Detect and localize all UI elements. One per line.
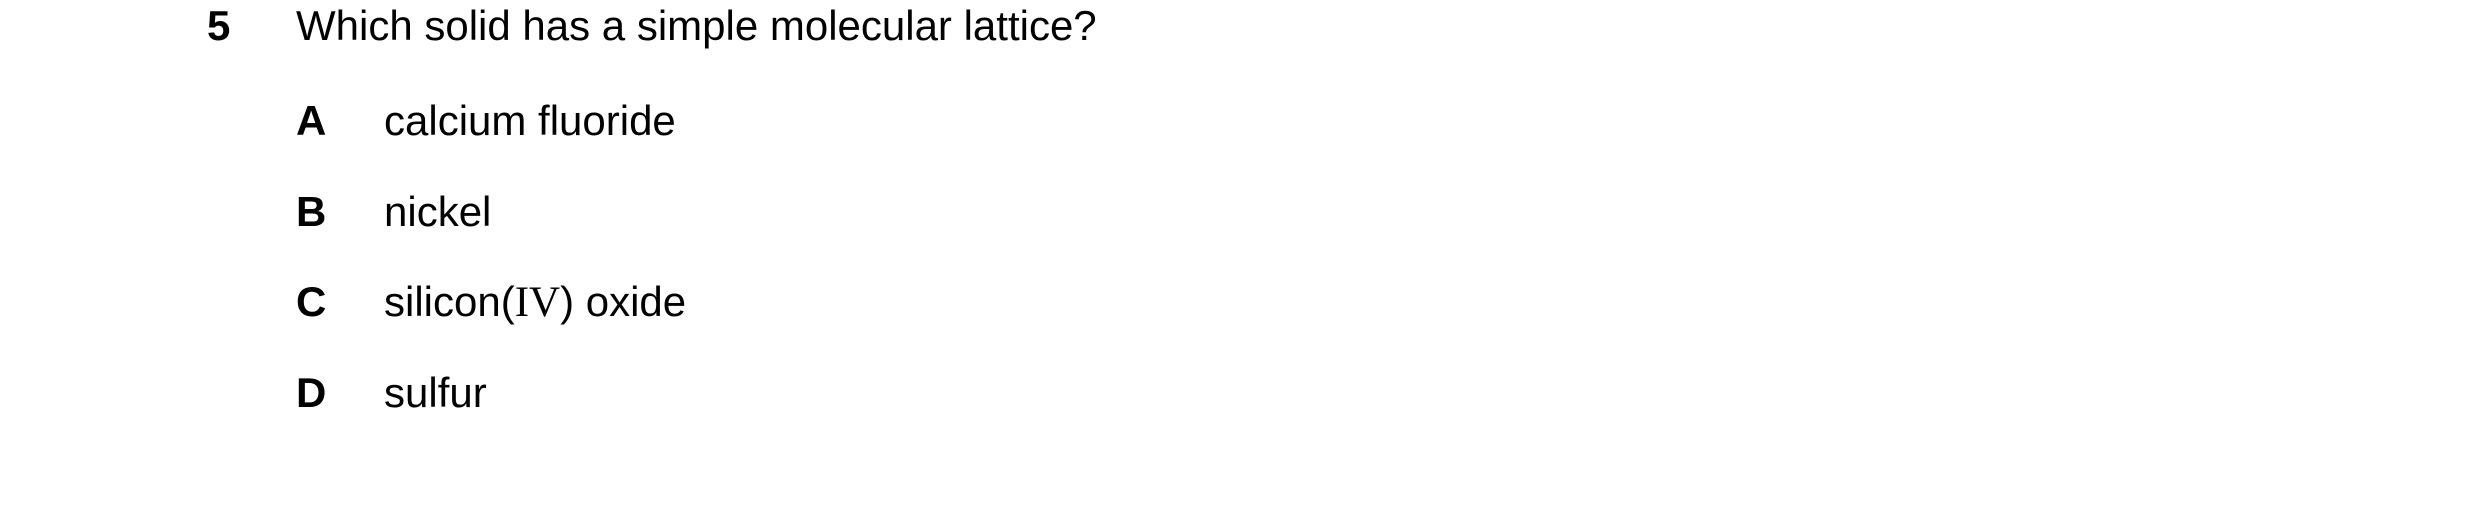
question-number: 5: [207, 2, 231, 49]
option-d: [296, 369, 1196, 417]
option-text: nickel: [384, 188, 492, 235]
option-b: [296, 188, 1196, 236]
roman-numeral: IV: [514, 279, 561, 326]
option-text: calcium fluoride: [384, 97, 676, 144]
question-stem: Which solid has a simple molecular lattice?: [296, 2, 1097, 49]
option-letter: B: [296, 188, 327, 235]
option-text: sulfur: [384, 369, 487, 416]
option-c: [296, 278, 1196, 326]
option-text-after: ) oxide: [560, 278, 687, 325]
option-letter: C: [296, 278, 327, 325]
option-a: [296, 97, 1196, 145]
option-letter: A: [296, 97, 327, 144]
option-letter: D: [296, 369, 327, 416]
option-text-before: silicon(: [384, 278, 515, 325]
option-text: [384, 278, 686, 327]
